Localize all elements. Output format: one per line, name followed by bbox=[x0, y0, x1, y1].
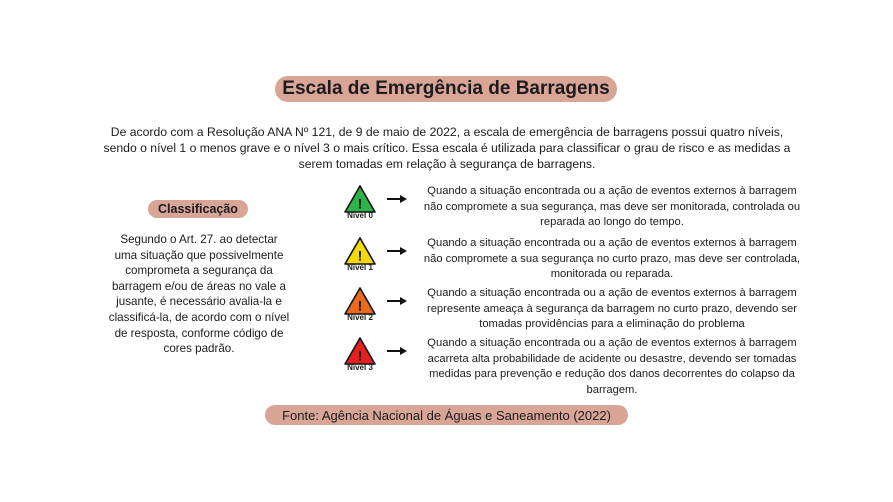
warning-mark: ! bbox=[357, 347, 363, 364]
level-row-3 bbox=[330, 336, 810, 396]
level-description: Quando a situação encontrada ou a ação de eventos externos à barragem represente ameaça à segurança da barragem no curto prazo, devendo ser tomadas providências para a eliminação do problema bbox=[426, 287, 798, 330]
arrow-right-icon bbox=[387, 246, 407, 256]
warning-triangle-icon bbox=[343, 236, 377, 266]
arrow-right-icon bbox=[387, 346, 407, 356]
arrow-right-icon bbox=[387, 296, 407, 306]
page-title-text: Escala de Emergência de Barragens bbox=[282, 78, 610, 99]
warning-mark: ! bbox=[357, 247, 363, 264]
source-citation bbox=[265, 405, 628, 425]
warning-mark: ! bbox=[357, 195, 363, 212]
classification-text: Segundo o Art. 27. ao detectar uma situação que possivelmente comprometa a segurança da barragem e/ou de áreas no vale a jusante, é necessário avalia-la e classificá-la, de acordo com o nível de resposta, conforme código de cores padrão. bbox=[108, 233, 290, 356]
level-row-0 bbox=[330, 184, 810, 232]
level-label: Nível 1 bbox=[347, 263, 373, 272]
level-row-1 bbox=[330, 236, 810, 284]
intro-paragraph: De acordo com a Resolução ANA Nº 121, de 9 de maio de 2022, a escala de emergência de barragens possui quatro níveis, sendo o nível 1 o menos grave e o nível 3 o mais crítico. Essa escala é utilizada para classificar o grau de risco e as medidas a serem tomadas em relação à segurança de barragens. bbox=[103, 125, 791, 171]
level-label: Nível 2 bbox=[347, 313, 373, 322]
classification-heading-text: Classificação bbox=[158, 202, 238, 216]
arrow-right-icon bbox=[387, 194, 407, 204]
level-label: Nível 3 bbox=[347, 363, 373, 372]
level-label: Nível 0 bbox=[347, 211, 373, 220]
classification-heading bbox=[148, 200, 248, 218]
warning-triangle-icon bbox=[343, 336, 377, 366]
level-description: Quando a situação encontrada ou a ação de eventos externos à barragem não compromete a sua segurança, mas deve ser monitorada, controlada ou reparada ao longo do tempo. bbox=[423, 185, 801, 228]
level-description: Quando a situação encontrada ou a ação de eventos externos à barragem acarreta alta probabilidade de acidente ou desastre, devendo ser tomadas medidas para prevenção e redução dos danos decorrentes do colapso da barragem. bbox=[427, 337, 797, 396]
warning-triangle-icon bbox=[343, 184, 377, 214]
level-row-2 bbox=[330, 286, 810, 334]
warning-mark: ! bbox=[357, 297, 363, 314]
page-title bbox=[275, 76, 617, 102]
source-citation-text: Fonte: Agência Nacional de Águas e Saneamento (2022) bbox=[282, 407, 611, 423]
level-description: Quando a situação encontrada ou a ação de eventos externos à barragem não compromete a sua segurança no curto prazo, mas deve ser controlada, monitorada ou reparada. bbox=[423, 237, 801, 280]
warning-triangle-icon bbox=[343, 286, 377, 316]
